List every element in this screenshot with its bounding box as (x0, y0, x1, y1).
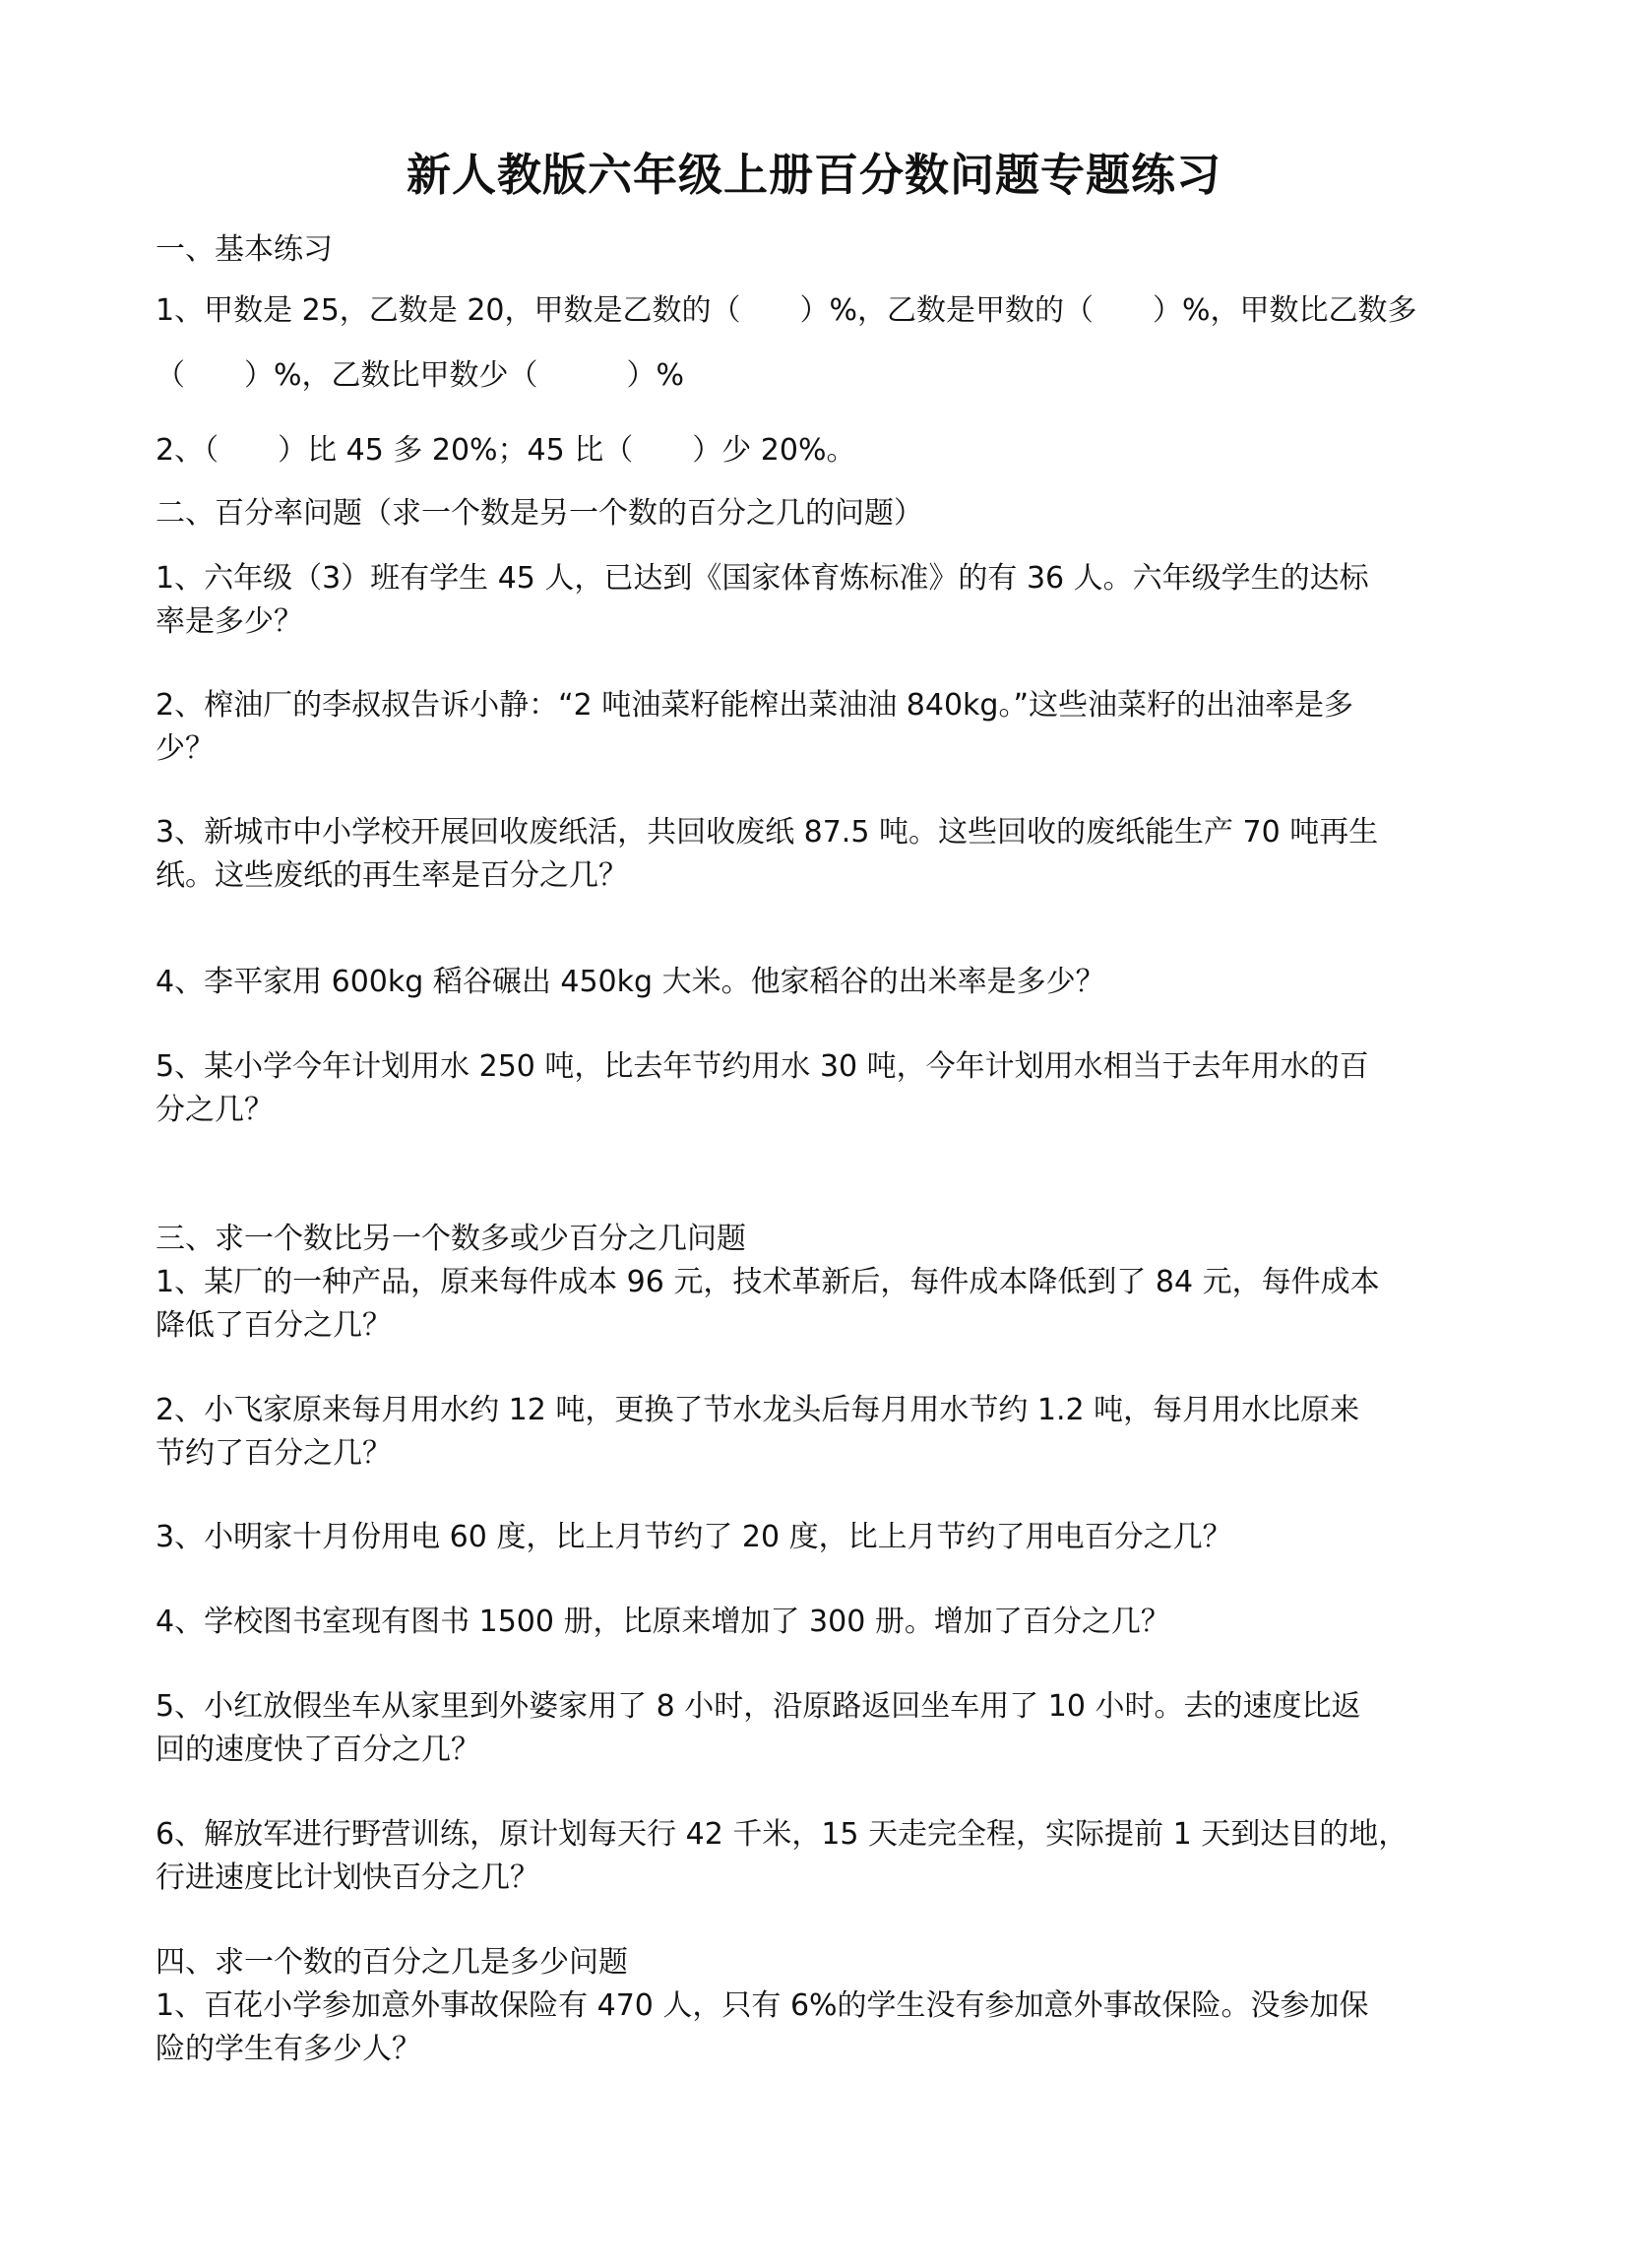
question-3-2-line-2: 节约了百分之几？ (156, 1436, 392, 1471)
question-1-2-line-1: 2、（ ）比 45 多 20%；45 比（ ）少 20%。 (156, 433, 856, 468)
question-2-2-line-1: 2、榨油厂的李叔叔告诉小静：“2 吨油菜籽能榨出菜油油 840kg。”这些油菜籽的出油率是多 (156, 688, 1354, 723)
question-4-1-line-1: 1、百花小学参加意外事故保险有 470 人，只有 6%的学生没有参加意外事故保险。没参加保 (156, 1988, 1369, 2023)
question-2-5-line-1: 5、某小学今年计划用水 250 吨，比去年节约用水 30 吨，今年计划用水相当于去年用水的百 (156, 1049, 1369, 1084)
question-1-1-line-2: （ ）%，乙数比甲数少（ ）% (156, 358, 685, 393)
section-heading-2: 二、百分率问题（求一个数是另一个数的百分之几的问题） (156, 496, 923, 531)
question-3-1-line-1: 1、某厂的一种产品，原来每件成本 96 元，技术革新后，每件成本降低到了 84 元，每件成本 (156, 1265, 1380, 1299)
question-4-1-line-2: 险的学生有多少人？ (156, 2032, 421, 2066)
question-1-1-line-1: 1、甲数是 25，乙数是 20，甲数是乙数的（ ）%，乙数是甲数的（ ）%，甲数比乙数多 (156, 293, 1417, 328)
question-2-3-line-2: 纸。这些废纸的再生率是百分之几？ (156, 858, 628, 893)
page-title: 新人教版六年级上册百分数问题专题练习 (406, 149, 1221, 201)
question-3-5-line-1: 5、小红放假坐车从家里到外婆家用了 8 小时，沿原路返回坐车用了 10 小时。去的速度比返 (156, 1689, 1361, 1724)
question-2-3-line-1: 3、新城市中小学校开展回收废纸活，共回收废纸 87.5 吨。这些回收的废纸能生产 70 吨再生 (156, 815, 1379, 850)
question-2-5-line-2: 分之几？ (156, 1093, 274, 1127)
question-2-1-line-1: 1、六年级（3）班有学生 45 人，已达到《国家体育炼标准》的有 36 人。六年级学生的达标 (156, 561, 1369, 596)
question-2-4-line-1: 4、李平家用 600kg 稻谷碾出 450kg 大米。他家稻谷的出米率是多少？ (156, 965, 1105, 999)
question-2-1-line-2: 率是多少？ (156, 604, 303, 639)
section-heading-4: 四、求一个数的百分之几是多少问题 (156, 1945, 628, 1980)
question-3-5-line-2: 回的速度快了百分之几？ (156, 1732, 480, 1767)
question-3-6-line-1: 6、解放军进行野营训练，原计划每天行 42 千米，15 天走完全程，实际提前 1 天到达目的地， (156, 1817, 1409, 1852)
section-heading-3: 三、求一个数比另一个数多或少百分之几问题 (156, 1222, 746, 1256)
section-heading-1: 一、基本练习 (156, 232, 333, 267)
question-3-1-line-2: 降低了百分之几？ (156, 1308, 392, 1343)
question-3-2-line-1: 2、小飞家原来每月用水约 12 吨，更换了节水龙头后每月用水节约 1.2 吨，每月用水比原来 (156, 1393, 1360, 1427)
question-2-2-line-2: 少？ (156, 731, 215, 766)
question-3-6-line-2: 行进速度比计划快百分之几？ (156, 1860, 539, 1895)
question-3-4-line-1: 4、学校图书室现有图书 1500 册，比原来增加了 300 册。增加了百分之几？ (156, 1605, 1170, 1639)
question-3-3-line-1: 3、小明家十月份用电 60 度，比上月节约了 20 度，比上月节约了用电百分之几？ (156, 1520, 1232, 1554)
